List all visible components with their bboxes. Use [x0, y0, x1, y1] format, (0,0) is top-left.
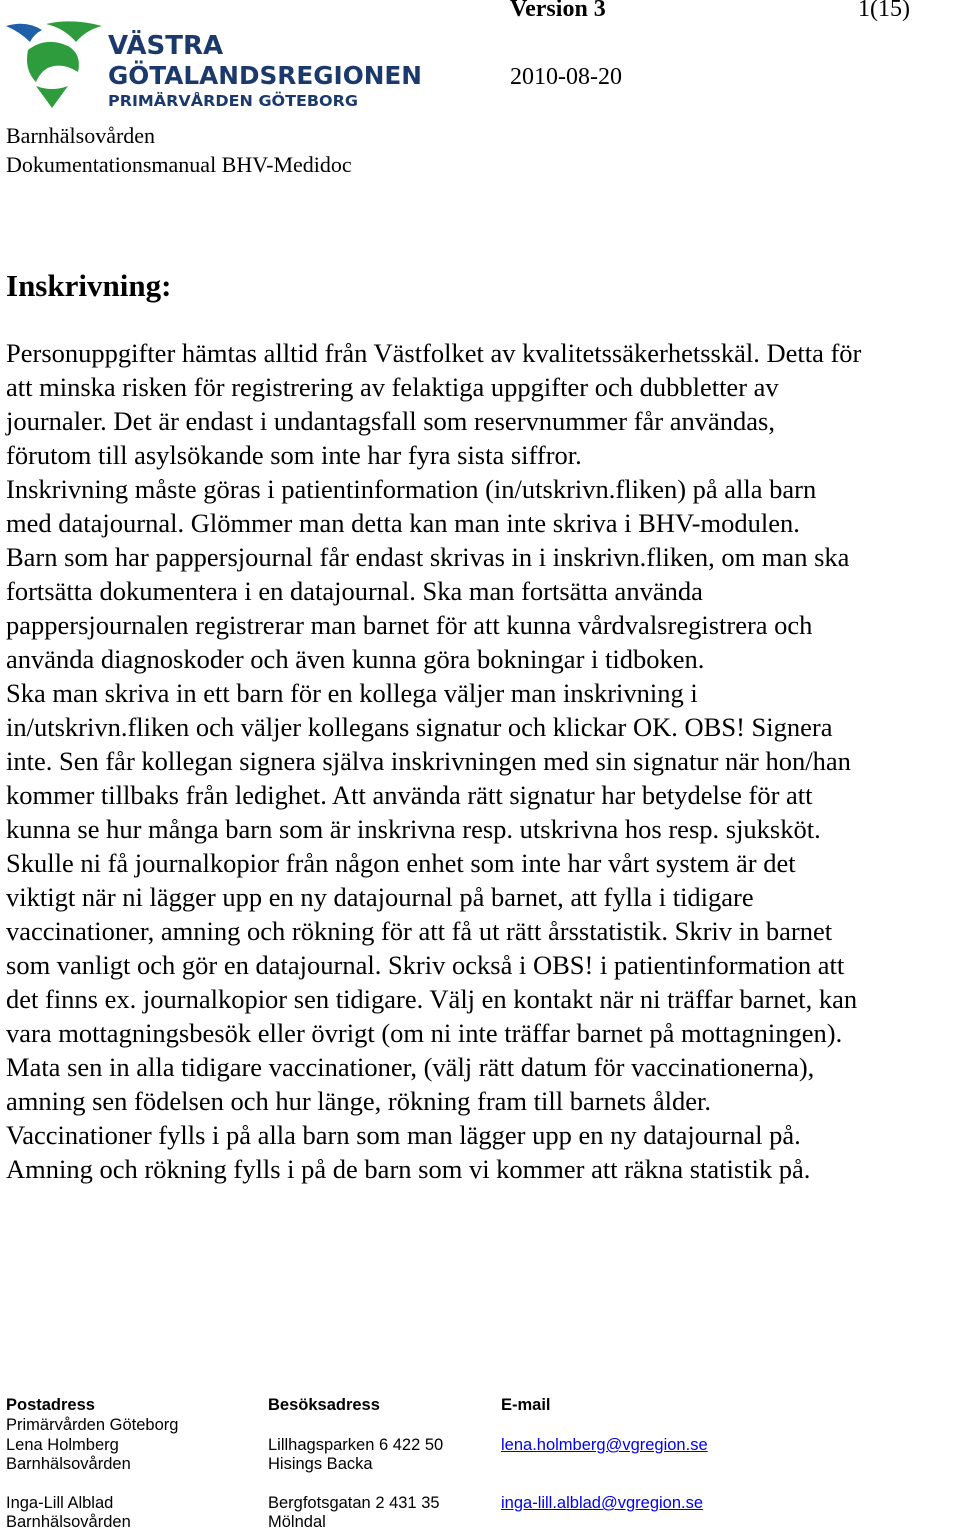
body-line: förutom till asylsökande som inte har fyra sista siffror. — [6, 440, 582, 470]
body-line: Barn som har pappersjournal får endast skrivas in i inskrivn.fliken, om man ska — [6, 542, 850, 572]
body-line: Inskrivning måste göras i patientinformation (in/utskrivn.fliken) på alla barn — [6, 474, 817, 504]
body-line: inte. Sen får kollegan signera själva inskrivningen med sin signatur när hon/han — [6, 746, 851, 776]
vgr-logo-mark — [6, 20, 426, 112]
contact1-unit: Barnhälsovården — [6, 1455, 131, 1473]
contact2-city: Mölndal — [268, 1513, 326, 1531]
logo-line3: PRIMÄRVÅRDEN GÖTEBORG — [108, 92, 344, 110]
body-line: journaler. Det är endast i undantagsfall som reservnummer får användas, — [6, 406, 775, 436]
version-label: Version 3 — [510, 0, 606, 22]
body-line: kommer tillbaks från ledighet. Att använda rätt signatur har betydelse för att — [6, 780, 813, 810]
body-line: pappersjournalen registrerar man barnet för att kunna vårdvalsregistrera och — [6, 610, 813, 640]
footer-org: Primärvården Göteborg — [6, 1416, 179, 1434]
contact1-city: Hisings Backa — [268, 1455, 373, 1473]
body-line: att minska risken för registrering av felaktiga uppgifter och dubbletter av — [6, 372, 779, 402]
body-line: Mata sen in alla tidigare vaccinationer, (välj rätt datum för vaccinationerna), — [6, 1052, 815, 1082]
body-line: Vaccinationer fylls i på alla barn som man lägger upp en ny datajournal på. — [6, 1120, 801, 1150]
body-line: Skulle ni få journalkopior från någon enhet som inte har vårt system är det — [6, 848, 796, 878]
body-line: Ska man skriva in ett barn för en kollega väljer man inskrivning i — [6, 678, 698, 708]
body-line: vaccinationer, amning och rökning för att få ut rätt årsstatistik. Skriv in barnet — [6, 916, 833, 946]
contact1-email-link[interactable]: lena.holmberg@vgregion.se — [501, 1436, 708, 1454]
document-date: 2010-08-20 — [510, 64, 622, 90]
contact2-unit: Barnhälsovården — [6, 1513, 131, 1531]
org-name: Barnhälsovården — [6, 123, 156, 148]
body-line: amning sen födelsen och hur länge, rökning fram till barnets ålder. — [6, 1086, 711, 1116]
body-line: in/utskrivn.fliken och väljer kollegans signatur och klickar OK. OBS! Signera — [6, 712, 833, 742]
logo-line2: GÖTALANDSREGIONEN — [108, 61, 426, 90]
postadress-label: Postadress — [6, 1396, 95, 1414]
email-label: E-mail — [501, 1396, 551, 1414]
besoksadress-label: Besöksadress — [268, 1396, 380, 1414]
vgr-logo — [6, 20, 426, 112]
contact1-name: Lena Holmberg — [6, 1436, 119, 1454]
body-line: som vanligt och gör en datajournal. Skriv också i OBS! i patientinformation att — [6, 950, 845, 980]
body-line: Personuppgifter hämtas alltid från Västfolket av kvalitetssäkerhetsskäl. Detta för — [6, 338, 862, 368]
body-line: kunna se hur många barn som är inskrivna resp. utskrivna hos resp. sjuksköt. — [6, 814, 821, 844]
contact1-street: Lillhagsparken 6 422 50 — [268, 1436, 444, 1454]
body-line: Amning och rökning fylls i på de barn som vi kommer att räkna statistik på. — [6, 1154, 811, 1184]
body-line: viktigt när ni lägger upp en ny datajournal på barnet, att fylla i tidigare — [6, 882, 754, 912]
body-line: med datajournal. Glömmer man detta kan man inte skriva i BHV-modulen. — [6, 508, 800, 538]
contact2-street: Bergfotsgatan 2 431 35 — [268, 1494, 440, 1512]
section-body — [6, 336, 960, 1186]
body-line: det finns ex. journalkopior sen tidigare. Välj en kontakt när ni träffar barnet, kan — [6, 984, 858, 1014]
body-line: vara mottagningsbesök eller övrigt (om ni inte träffar barnet på mottagningen). — [6, 1018, 843, 1048]
contact2-name: Inga-Lill Alblad — [6, 1494, 114, 1512]
contact2-email-link[interactable]: inga-lill.alblad@vgregion.se — [501, 1494, 704, 1512]
body-line: fortsätta dokumentera i en datajournal. Ska man fortsätta använda — [6, 576, 703, 606]
body-line: använda diagnoskoder och även kunna göra bokningar i tidboken. — [6, 644, 705, 674]
page-number: 1(15) — [858, 0, 910, 22]
document-title: Dokumentationsmanual BHV-Medidoc — [6, 152, 352, 177]
section-heading: Inskrivning: — [6, 268, 172, 303]
logo-line1: VÄSTRA — [108, 31, 224, 61]
